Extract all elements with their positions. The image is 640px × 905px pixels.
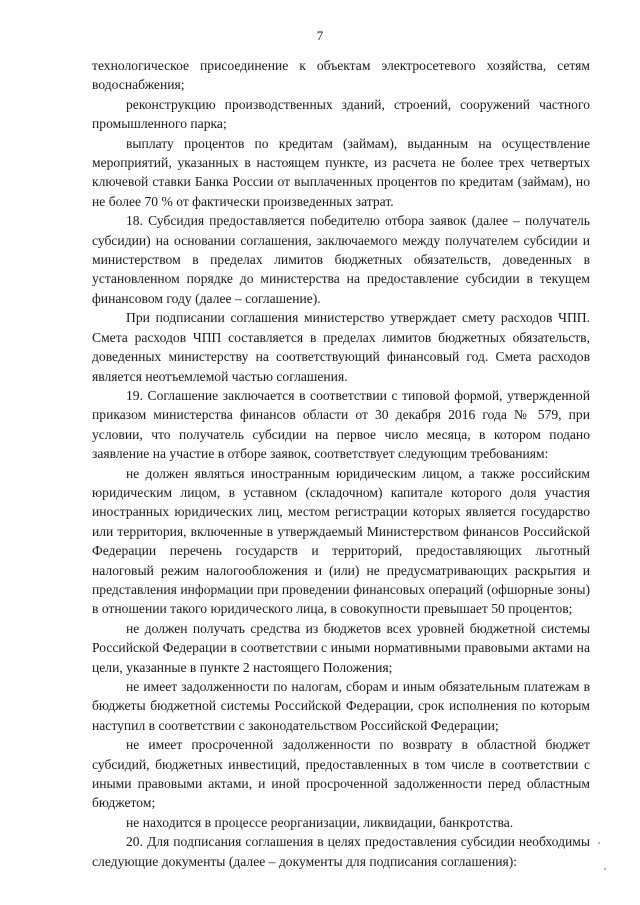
paragraph-reorganization: не находится в процессе реорганизации, ликвидации, банкротства. [126,814,514,830]
paragraph-foreign-entity: не должен являться иностранным юридическим лицом, а также российским юридическим лицом, в уставном (складочном) капитале которого доля участия иностранных юридических лиц, местом регистрации которых является государство или территория, включенные в утверждаемый Министерством финансов Российской Федерации перечень государств и территорий, предоставляющих льготный налоговый режим налогообложения и (или) не предусматривающих раскрытия и представления информации при проведении финансовых операций (офшорные зоны) в отношении такого юридического лица, в совокупности превышает 50 процентов; [92,465,590,617]
paragraph-19-agreement: 19. Соглашение заключается в соответствии с типовой формой, утвержденной приказом министерства финансов области от 30 декабря 2016 года № 579, при условии, что получатель субсидии на первое число месяца, в котором подано заявление на участие в отборе заявок, соответствует следующим требованиям: [92,387,590,462]
document-body [92,56,590,871]
scan-speck [604,868,606,870]
page-number: 7 [316,28,324,43]
paragraph-reconstruction: реконструкцию производственных зданий, строений, сооружений частного промышленного парка; [92,96,590,132]
paragraph-cost-estimate: При подписании соглашения министерство утверждает смету расходов ЧПП. Смета расходов ЧПП составляется в пределах лимитов бюджетных обязательств, доведенных министерству на соответствующий финансовый год. Смета расходов является неотъемлемой частью соглашения. [92,310,590,384]
paragraph-20-documents: 20. Для подписания соглашения в целях предоставления субсидии необходимы следующие документы (далее – документы для подписания соглашения): [92,834,590,869]
paragraph-budget-funds: не должен получать средства из бюджетов всех уровней бюджетной системы Российской Федерации в соответствии с иными нормативными правовыми актами на цели, указанные в пункте 2 настоящего Положения; [92,620,590,675]
paragraph-tax-debt: не имеет задолженности по налогам, сборам и иным обязательным платежам в бюджеты бюджетной системы Российской Федерации, срок исполнения по которым наступил в соответствии с законодательством Российской Федерации; [92,679,590,733]
paragraph-interest-payment: выплату процентов по кредитам (займам), выданным на осуществление мероприятий, указанных в настоящем пункте, из расчета не более трех четвертых ключевой ставки Банка России от выплаченных процентов по кредитам (займам), но не более 70 % от фактически произведенных затрат. [92,135,590,209]
paragraph-overdue-debt: не имеет просроченной задолженности по возврату в областной бюджет субсидий, бюджетных инвестиций, предоставленных в том числе в соответствии с иными правовыми актами, и иной просроченной задолженности перед областным бюджетом; [92,737,590,811]
paragraph-grid-connection: технологическое присоединение к объектам электросетевого хозяйства, сетям водоснабжения; [92,58,590,93]
scan-speck [598,842,600,844]
paragraph-18-subsidy: 18. Субсидия предоставляется победителю отбора заявок (далее – получатель субсидии) на основании соглашения, заключаемого между получателем субсидии и министерством в пределах лимитов бюджетных обязательств, доведенных в установленном порядке до министерства на предоставление субсидии в текущем финансовом году (далее – соглашение). [92,213,590,306]
